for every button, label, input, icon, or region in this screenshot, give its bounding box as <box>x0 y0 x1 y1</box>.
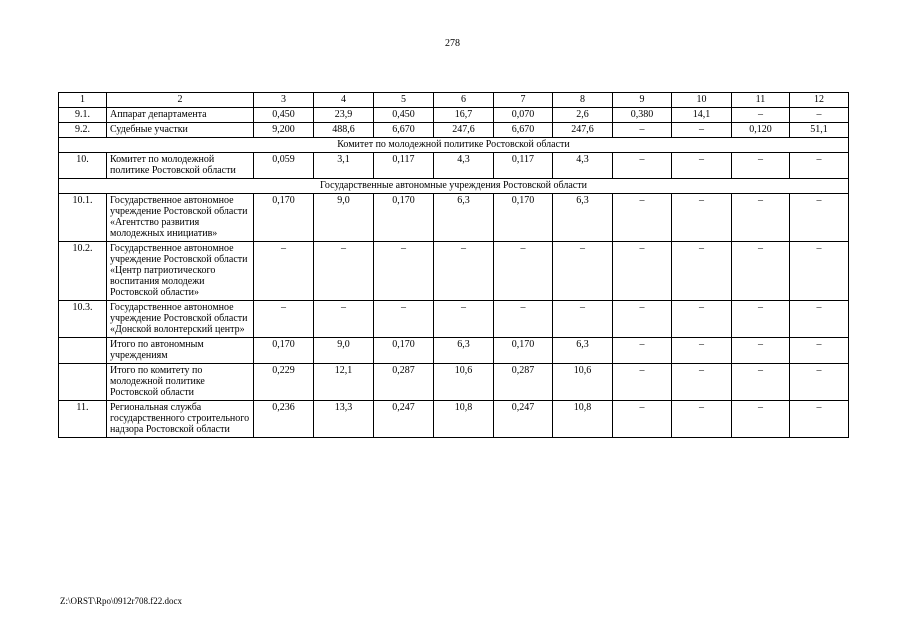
value-cell: – <box>672 123 732 138</box>
value-cell: 3,1 <box>314 153 374 179</box>
row-name-cell: Судебные участки <box>107 123 254 138</box>
value-cell: – <box>613 194 672 242</box>
row-number-cell: 10.2. <box>59 242 107 301</box>
value-cell: 6,3 <box>553 338 613 364</box>
value-cell: – <box>790 401 849 438</box>
value-cell: 0,059 <box>254 153 314 179</box>
value-cell: 0,247 <box>494 401 553 438</box>
row-number-cell <box>59 338 107 364</box>
value-cell: 0,170 <box>254 194 314 242</box>
value-cell: – <box>732 194 790 242</box>
value-cell: – <box>553 242 613 301</box>
row-name-cell: Аппарат департамента <box>107 108 254 123</box>
row-name-cell: Государственное автономное учреждение Ростовской области «Агентство развития молодежных инициатив» <box>107 194 254 242</box>
row-name-cell: Государственное автономное учреждение Ростовской области «Центр патриотического воспитания молодежи Ростовской области» <box>107 242 254 301</box>
value-cell: 0,450 <box>254 108 314 123</box>
header-cell: 1 <box>59 93 107 108</box>
row-number-cell: 11. <box>59 401 107 438</box>
row-name-cell: Комитет по молодежной политике Ростовской области <box>107 153 254 179</box>
value-cell: – <box>434 301 494 338</box>
value-cell: 6,3 <box>553 194 613 242</box>
row-number-cell: 10. <box>59 153 107 179</box>
table-row <box>59 194 849 242</box>
value-cell: – <box>613 401 672 438</box>
row-name-cell: Государственное автономное учреждение Ростовской области «Донской волонтерский центр» <box>107 301 254 338</box>
value-cell: 16,7 <box>434 108 494 123</box>
value-cell: 12,1 <box>314 364 374 401</box>
value-cell: 9,200 <box>254 123 314 138</box>
header-cell: 10 <box>672 93 732 108</box>
value-cell: – <box>374 301 434 338</box>
value-cell: – <box>790 242 849 301</box>
value-cell: – <box>732 242 790 301</box>
header-cell: 9 <box>613 93 672 108</box>
table-body <box>59 93 849 438</box>
section-row <box>59 138 849 153</box>
value-cell: 0,170 <box>494 194 553 242</box>
value-cell: – <box>672 153 732 179</box>
budget-table <box>58 92 849 438</box>
value-cell: – <box>732 153 790 179</box>
header-cell: 12 <box>790 93 849 108</box>
value-cell: 488,6 <box>314 123 374 138</box>
value-cell: – <box>672 242 732 301</box>
table-row <box>59 108 849 123</box>
footer-file-path: Z:\ORST\Rpo\0912r708.f22.docx <box>60 596 182 606</box>
table-row <box>59 123 849 138</box>
value-cell: 0,247 <box>374 401 434 438</box>
value-cell: – <box>494 301 553 338</box>
value-cell: 10,6 <box>553 364 613 401</box>
value-cell: 0,120 <box>732 123 790 138</box>
row-number-cell: 10.1. <box>59 194 107 242</box>
value-cell: 10,8 <box>434 401 494 438</box>
value-cell: – <box>672 338 732 364</box>
value-cell: – <box>314 301 374 338</box>
row-name-cell: Региональная служба государственного строительного надзора Ростовской области <box>107 401 254 438</box>
value-cell: – <box>790 194 849 242</box>
value-cell: – <box>790 364 849 401</box>
value-cell: 9,0 <box>314 194 374 242</box>
section-title: Государственные автономные учреждения Ростовской области <box>59 179 849 194</box>
table-row <box>59 301 849 338</box>
value-cell: 0,287 <box>374 364 434 401</box>
header-cell: 5 <box>374 93 434 108</box>
value-cell: 0,170 <box>494 338 553 364</box>
section-row <box>59 179 849 194</box>
value-cell: – <box>732 301 790 338</box>
header-cell: 11 <box>732 93 790 108</box>
value-cell: 10,8 <box>553 401 613 438</box>
value-cell: 51,1 <box>790 123 849 138</box>
value-cell: – <box>790 338 849 364</box>
value-cell: 0,170 <box>374 338 434 364</box>
value-cell: – <box>613 338 672 364</box>
row-number-cell: 9.1. <box>59 108 107 123</box>
value-cell: 0,229 <box>254 364 314 401</box>
value-cell: 14,1 <box>672 108 732 123</box>
value-cell: 0,117 <box>494 153 553 179</box>
value-cell: 0,170 <box>374 194 434 242</box>
value-cell: – <box>613 123 672 138</box>
page-number: 278 <box>445 38 460 49</box>
value-cell: 23,9 <box>314 108 374 123</box>
header-cell: 4 <box>314 93 374 108</box>
value-cell: 6,3 <box>434 338 494 364</box>
header-cell: 3 <box>254 93 314 108</box>
value-cell: 0,117 <box>374 153 434 179</box>
value-cell: 247,6 <box>553 123 613 138</box>
value-cell: – <box>374 242 434 301</box>
table-row <box>59 242 849 301</box>
value-cell: 0,287 <box>494 364 553 401</box>
header-cell: 2 <box>107 93 254 108</box>
table-header-row <box>59 93 849 108</box>
value-cell: – <box>790 108 849 123</box>
value-cell: 247,6 <box>434 123 494 138</box>
row-name-cell: Итого по автономным учреждениям <box>107 338 254 364</box>
value-cell: – <box>613 153 672 179</box>
table-row <box>59 401 849 438</box>
value-cell: – <box>790 153 849 179</box>
value-cell: – <box>254 242 314 301</box>
value-cell: – <box>672 401 732 438</box>
value-cell: 6,3 <box>434 194 494 242</box>
row-number-cell: 10.3. <box>59 301 107 338</box>
value-cell: 4,3 <box>553 153 613 179</box>
value-cell: – <box>672 364 732 401</box>
value-cell: – <box>732 108 790 123</box>
value-cell: 6,670 <box>374 123 434 138</box>
value-cell: 13,3 <box>314 401 374 438</box>
table-row <box>59 338 849 364</box>
value-cell: – <box>790 301 849 338</box>
row-number-cell: 9.2. <box>59 123 107 138</box>
value-cell: 10,6 <box>434 364 494 401</box>
value-cell: 0,380 <box>613 108 672 123</box>
value-cell: – <box>494 242 553 301</box>
value-cell: – <box>254 301 314 338</box>
value-cell: – <box>434 242 494 301</box>
section-title: Комитет по молодежной политике Ростовской области <box>59 138 849 153</box>
value-cell: – <box>314 242 374 301</box>
value-cell: 0,450 <box>374 108 434 123</box>
value-cell: 6,670 <box>494 123 553 138</box>
value-cell: – <box>613 364 672 401</box>
value-cell: – <box>672 301 732 338</box>
value-cell: – <box>732 401 790 438</box>
value-cell: 0,070 <box>494 108 553 123</box>
value-cell: 0,170 <box>254 338 314 364</box>
value-cell: – <box>613 242 672 301</box>
header-cell: 6 <box>434 93 494 108</box>
value-cell: 4,3 <box>434 153 494 179</box>
value-cell: – <box>613 301 672 338</box>
header-cell: 7 <box>494 93 553 108</box>
value-cell: 9,0 <box>314 338 374 364</box>
value-cell: 2,6 <box>553 108 613 123</box>
value-cell: 0,236 <box>254 401 314 438</box>
value-cell: – <box>732 364 790 401</box>
value-cell: – <box>553 301 613 338</box>
table-row <box>59 364 849 401</box>
row-name-cell: Итого по комитету по молодежной политике Ростовской области <box>107 364 254 401</box>
header-cell: 8 <box>553 93 613 108</box>
value-cell: – <box>732 338 790 364</box>
row-number-cell <box>59 364 107 401</box>
value-cell: – <box>672 194 732 242</box>
table-row <box>59 153 849 179</box>
